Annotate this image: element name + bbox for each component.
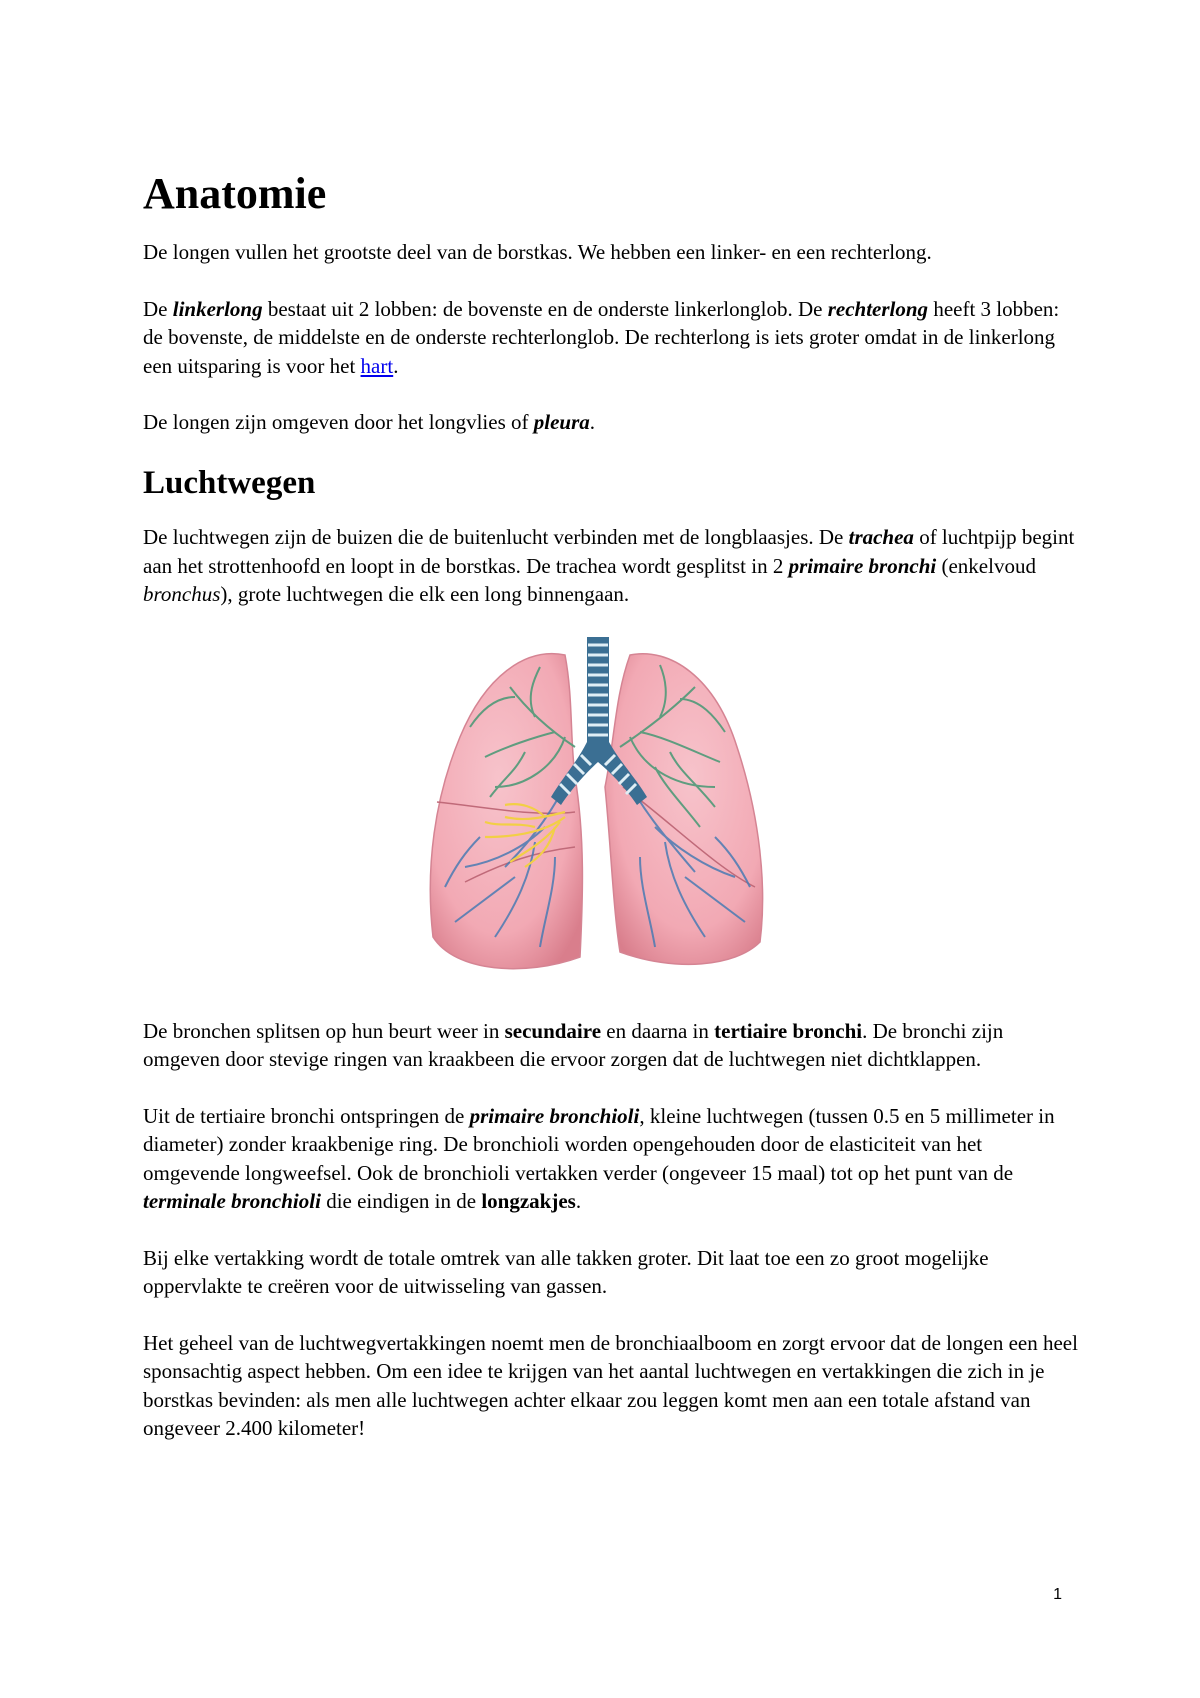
intro-paragraph-1: De longen vullen het grootste deel van de borstkas. We hebben een linker- en een rechterlong. bbox=[143, 240, 932, 265]
luchtwegen-paragraph-3: Uit de tertiaire bronchi ontspringen de primaire bronchioli, kleine luchtwegen (tussen 0.5 en 5 millimeter in diameter) zonder kraakbenige ring. De bronchioli worden opengehouden door de elasticiteit van het omgevende longweefsel. Ook de bronchioli vertakken verder (ongeveer 15 maal) tot op het punt van de terminale bronchioli die eindigen in de longzakjes. bbox=[143, 1103, 1055, 1214]
section-heading-luchtwegen: Luchtwegen bbox=[143, 464, 316, 501]
link-hart[interactable]: hart bbox=[360, 353, 394, 378]
intro-paragraph-2: De linkerlong bestaat uit 2 lobben: de bovenste en de onderste linkerlonglob. De rechterlong heeft 3 lobben: de bovenste, de middelste en de onderste rechterlonglob. De rechterlong is iets groter omdat in de linkerlong een uitsparing is voor het hart. bbox=[143, 296, 1060, 378]
term-longzakjes: longzakjes bbox=[481, 1189, 576, 1214]
page-title: Anatomie bbox=[143, 169, 327, 218]
term-primaire-bronchi: primaire bronchi bbox=[788, 553, 937, 578]
left-lung-shape bbox=[430, 653, 582, 968]
term-secundaire: secundaire bbox=[504, 1018, 602, 1043]
luchtwegen-paragraph-2: De bronchen splitsen op hun beurt weer in secundaire en daarna in tertiaire bronchi. De bronchi zijn omgeven door stevige ringen van kraakbeen die ervoor zorgen dat de luchtwegen niet dichtklappen. bbox=[143, 1018, 1004, 1072]
term-rechterlong: rechterlong bbox=[827, 296, 929, 321]
term-tertiaire-bronchi: tertiaire bronchi bbox=[714, 1018, 863, 1043]
term-linkerlong: linkerlong bbox=[172, 296, 263, 321]
term-pleura: pleura bbox=[533, 410, 590, 435]
lungs-figure bbox=[143, 637, 1080, 987]
luchtwegen-paragraph-4: Bij elke vertakking wordt de totale omtrek van alle takken groter. Dit laat toe een zo groot mogelijke oppervlakte te creëren voor de uitwisseling van gassen. bbox=[143, 1245, 989, 1299]
luchtwegen-paragraph-5: Het geheel van de luchtwegvertakkingen noemt men de bronchiaalboom en zorgt ervoor dat de longen een heel sponsachtig aspect hebben. Om een idee te krijgen van het aantal luchtwegen en vertakkingen die zich in je borstkas bevinden: als men alle luchtwegen achter elkaar zou leggen komt men aan een totale afstand van ongeveer 2.400 kilometer! bbox=[143, 1330, 1078, 1441]
term-trachea: trachea bbox=[848, 525, 914, 550]
luchtwegen-paragraph-1: De luchtwegen zijn de buizen die de buitenlucht verbinden met de longblaasjes. De trachea of luchtpijp begint aan het strottenhoofd en loopt in de borstkas. De trachea wordt gesplitst in 2 primaire bronchi (enkelvoud bronchus), grote luchtwegen die elk een long binnengaan. bbox=[143, 525, 1075, 607]
lungs-illustration-icon bbox=[415, 637, 785, 987]
page-number: 1 bbox=[1053, 1586, 1062, 1603]
term-terminale-bronchioli: terminale bronchioli bbox=[143, 1189, 321, 1214]
term-primaire-bronchioli: primaire bronchioli bbox=[469, 1103, 640, 1128]
intro-paragraph-3: De longen zijn omgeven door het longvlies of pleura. bbox=[143, 410, 596, 435]
term-bronchus: bronchus bbox=[143, 582, 221, 607]
